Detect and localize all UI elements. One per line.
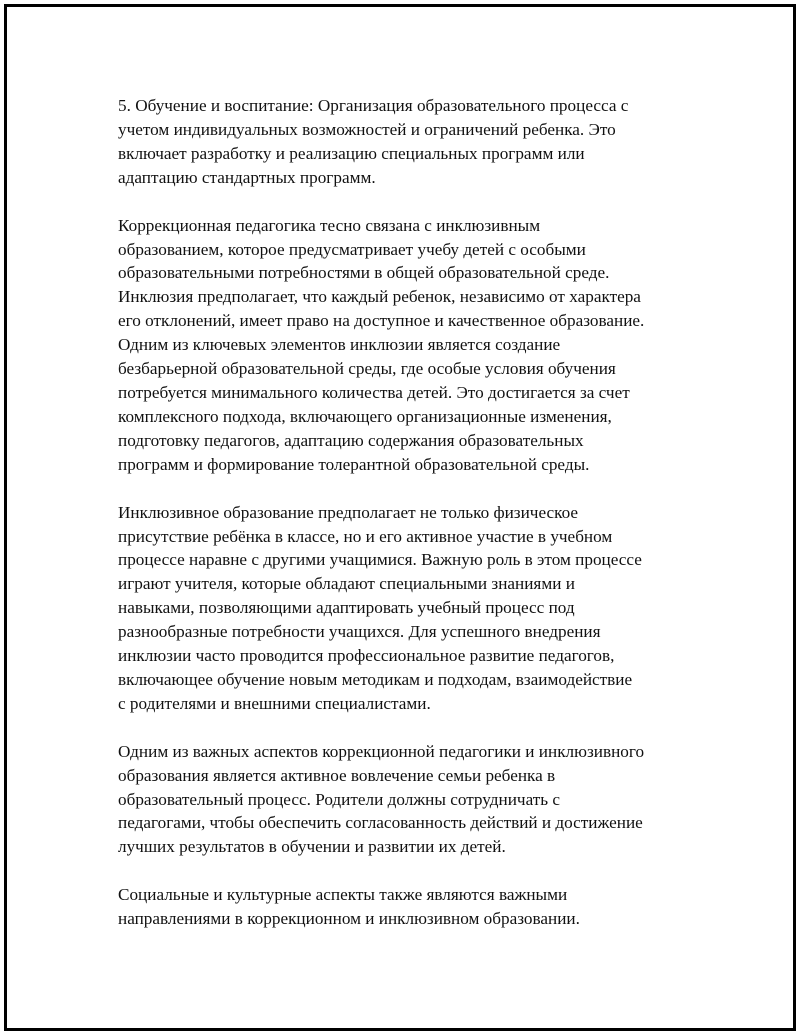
text-line: Социальные и культурные аспекты также являются важными [118, 885, 568, 905]
text-line: 5. Обучение и воспитание: Организация образовательного процесса с [118, 96, 629, 115]
text-line: с родителями и внешними специалистами. [118, 693, 431, 713]
text-line: образовательными потребностями в общей образовательной среде. [118, 263, 610, 283]
text-line: потребуется минимального количества детей. Это достигается за счет [118, 382, 630, 402]
text-line: Коррекционная педагогика тесно связана с инклюзивным [118, 215, 541, 235]
text-line: направлениями в коррекционном и инклюзивном образовании. [118, 909, 580, 929]
text-line: педагогами, чтобы обеспечить согласованность действий и достижение [118, 813, 643, 833]
text-line: навыками, позволяющими адаптировать учебный процесс под [118, 598, 575, 618]
paragraph-inclusive-link [118, 214, 718, 477]
text-line: образовательный процесс. Родители должны сотрудничать с [118, 789, 561, 809]
text-line: программ и формирование толерантной образовательной среды. [118, 454, 590, 474]
text-line: безбарьерной образовательной среды, где особые условия обучения [118, 359, 616, 379]
text-line: процессе наравне с другими учащимися. Важную роль в этом процессе [118, 550, 642, 570]
text-line: Инклюзия предполагает, что каждый ребенок, независимо от характера [118, 287, 641, 307]
paragraph-family-involvement [118, 740, 718, 860]
text-line: разнообразные потребности учащихся. Для успешного внедрения [118, 622, 601, 642]
document-body [118, 94, 718, 955]
text-line: включающее обучение новым методикам и подходам, взаимодействие [118, 669, 633, 689]
paragraph-education-upbringing [118, 94, 718, 190]
text-line: Инклюзивное образование предполагает не только физическое [118, 502, 579, 522]
paragraph-social-cultural [118, 883, 718, 931]
text-line: инклюзии часто проводится профессиональное развитие педагогов, [118, 646, 615, 666]
text-line: присутствие ребёнка в классе, но и его активное участие в учебном [118, 526, 613, 546]
text-line: адаптацию стандартных программ. [118, 167, 376, 187]
text-line: его отклонений, имеет право на доступное и качественное образование. [118, 311, 645, 331]
text-line: Одним из ключевых элементов инклюзии является создание [118, 335, 561, 355]
text-line: Одним из важных аспектов коррекционной педагогики и инклюзивного [118, 741, 645, 761]
text-line: комплексного подхода, включающего организационные изменения, [118, 406, 612, 426]
text-line: лучших результатов в обучении и развитии их детей. [118, 837, 506, 857]
text-line: учетом индивидуальных возможностей и ограничений ребенка. Это [118, 119, 616, 139]
text-line: играют учителя, которые обладают специальными знаниями и [118, 574, 575, 594]
text-line: подготовку педагогов, адаптацию содержания образовательных [118, 430, 584, 450]
text-line: образования является активное вовлечение семьи ребенка в [118, 765, 556, 785]
text-line: включает разработку и реализацию специальных программ или [118, 143, 585, 163]
text-line: образованием, которое предусматривает учебу детей с особыми [118, 239, 586, 259]
paragraph-inclusive-participation [118, 501, 718, 716]
